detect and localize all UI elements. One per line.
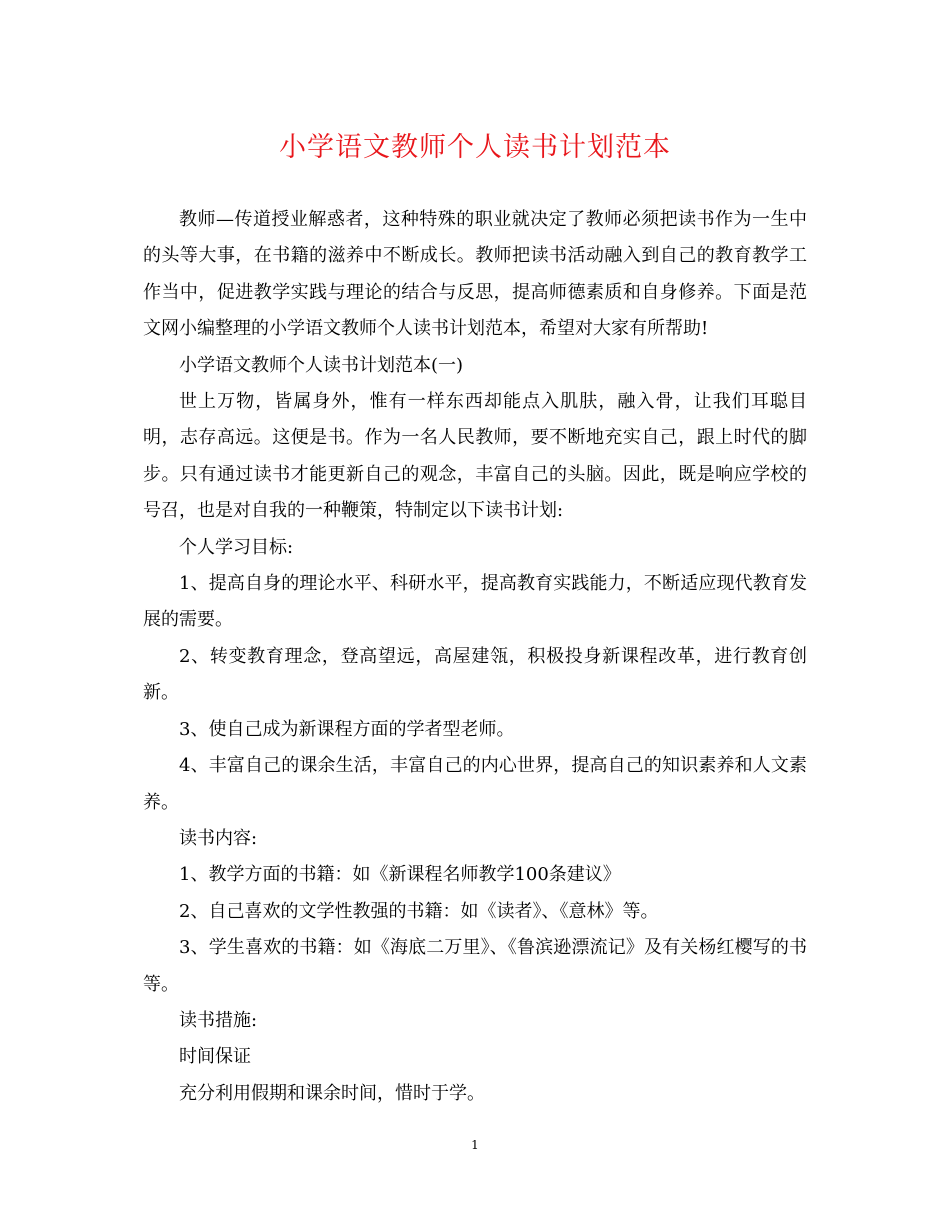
section-heading-learning-goals: 个人学习目标: [179,536,294,558]
section-heading-sample-one: 小学语文教师个人读书计划范本(一) [179,354,464,376]
document-body [143,202,807,1112]
goal-item-2: 2、转变教育理念，登高望远，高屋建瓴，积极投身新课程改革，进行教育创新。 [143,645,807,704]
content-item-3: 3、学生喜欢的书籍：如《海底二万里》、《鲁滨逊漂流记》及有关杨红樱写的书等。 [143,937,807,995]
intro-paragraph: 教师—传道授业解惑者，这种特殊的职业就决定了教师必须把读书作为一生中的头等大事，在书籍的滋养中不断成长。教师把读书活动融入到自己的教育教学工作当中，促进教学实践与理论的结合与反思，提高师德素质和自身修养。下面是范文网小编整理的小学语文教师个人读书计划范本，希望对大家有所帮助! [143,209,807,340]
goal-item-3: 3、使自己成为新课程方面的学者型老师。 [179,718,515,740]
body-paragraph: 世上万物，皆属身外，惟有一样东西却能点入肌肤，融入骨，让我们耳聪目明，志存高远。这便是书。作为一名人民教师，要不断地充实自己，跟上时代的脚步。只有通过读书才能更新自己的观念，丰富自己的头脑。因此，既是响应学校的号召，也是对自我的一种鞭策，特制定以下读书计划: [143,391,807,522]
section-heading-reading-content: 读书内容: [179,827,258,849]
section-heading-reading-measures: 读书措施: [179,1009,258,1031]
document-title: 小学语文教师个人读书计划范本 [279,132,671,163]
content-item-2: 2、自己喜欢的文学性教强的书籍：如《读者》、《意林》等。 [179,900,659,922]
page-number: 1 [471,1138,479,1152]
goal-item-1: 1、提高自身的理论水平、科研水平，提高教育实践能力，不断适应现代教育发展的需要。 [143,573,807,631]
content-item-1: 1、教学方面的书籍：如《新课程名师教学100条建议》 [179,864,621,886]
subheading-time-guarantee: 时间保证 [179,1046,251,1068]
goal-item-4: 4、丰富自己的课余生活，丰富自己的内心世界，提高自己的知识素养和人文素养。 [143,755,807,813]
time-guarantee-text: 充分利用假期和课余时间，惜时于学。 [179,1082,485,1104]
